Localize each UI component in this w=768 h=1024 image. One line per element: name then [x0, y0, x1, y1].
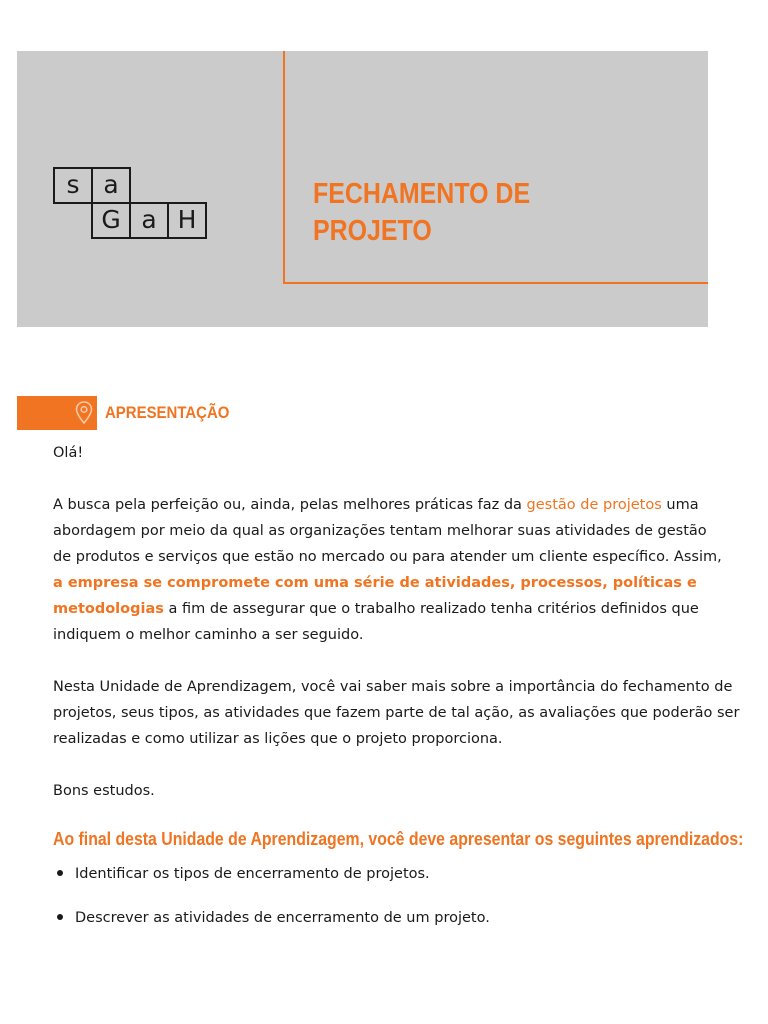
logo-letter: G [91, 202, 131, 239]
logo-letter: s [53, 167, 93, 204]
intro-content [53, 440, 753, 804]
paragraph-line: de produtos e serviços que estão no mercado ou para atender um cliente específico. Assim, [53, 549, 722, 565]
paragraph-line: a empresa se compromete com uma série de atividades, processos, políticas e [53, 575, 697, 591]
paragraph-line: realizadas e como utilizar as lições que o projeto proporciona. [53, 731, 503, 747]
paragraph-line: abordagem por meio da qual as organizações tentam melhorar suas atividades de gestão [53, 523, 707, 539]
section-title: APRESENTAÇÃO [105, 403, 230, 422]
list-item [53, 910, 490, 926]
page-title-line: FECHAMENTO DE [313, 178, 531, 210]
list-item-text: Descrever as atividades de encerramento de um projeto. [75, 910, 490, 926]
logo-letter: a [129, 202, 169, 239]
closing-text: Bons estudos. [53, 783, 155, 799]
text-run: A busca pela perfeição ou, ainda, pelas melhores práticas faz da [53, 497, 527, 513]
text-run: a fim de assegurar que o trabalho realizado tenha critérios definidos que [163, 601, 699, 617]
highlight-text: metodologias [53, 601, 164, 617]
list-item-text: Identificar os tipos de encerramento de projetos. [75, 866, 430, 882]
greeting: Olá! [53, 445, 84, 461]
highlight-text: gestão de projetos [526, 497, 662, 513]
paragraph-line: indiquem o melhor caminho a ser seguido. [53, 627, 364, 643]
location-pin-icon [74, 400, 94, 426]
bullet-icon [57, 914, 63, 920]
logo-letter: a [91, 167, 131, 204]
paragraph-line: Nesta Unidade de Aprendizagem, você vai saber mais sobre a importância do fechamento de [53, 679, 733, 695]
logo-letter: H [167, 202, 207, 239]
sagah-logo [53, 167, 213, 242]
page-title-line: PROJETO [313, 215, 432, 247]
goals-heading: Ao final desta Unidade de Aprendizagem, você deve apresentar os seguintes aprendizados: [53, 829, 744, 849]
bullet-icon [57, 870, 63, 876]
paragraph-line [53, 596, 753, 622]
text-run: uma [661, 497, 699, 513]
page-title [313, 176, 640, 250]
paragraph-line: projetos, seus tipos, as atividades que fazem parte de tal ação, as avaliações que poderão ser [53, 705, 740, 721]
list-item [53, 866, 430, 882]
paragraph-line [53, 492, 753, 518]
